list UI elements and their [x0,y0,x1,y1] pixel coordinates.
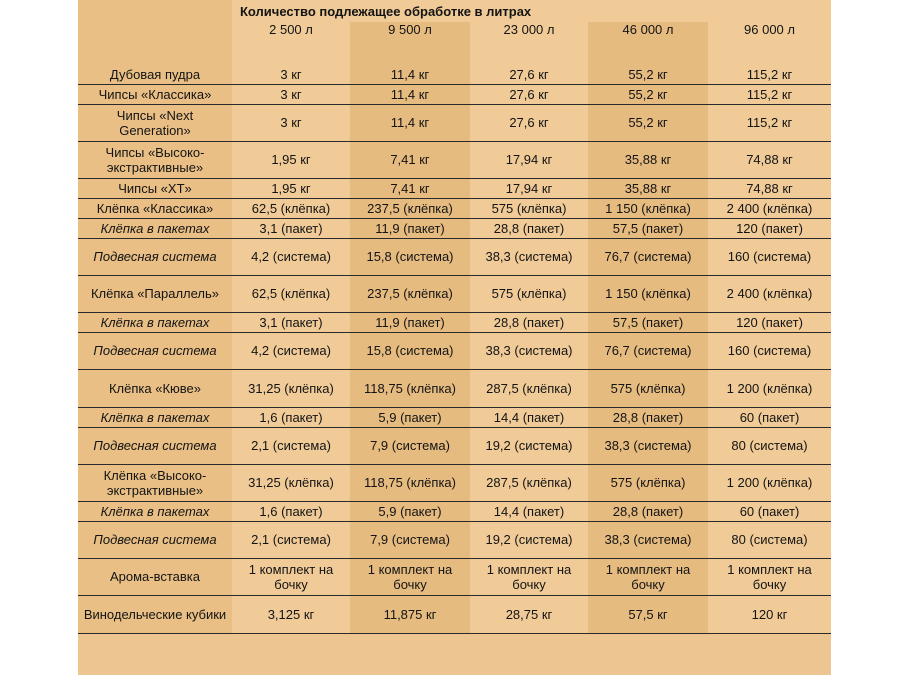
table-cell: 17,94 кг [470,142,588,179]
table-row [78,199,831,219]
table-cell: 160 (система) [708,239,831,276]
table-cell: 19,2 (система) [470,522,588,559]
table-cell: 237,5 (клёпка) [350,199,470,219]
table-cell: 11,4 кг [350,105,470,142]
row-label: Клёпка «Высоко-экстрактивные» [78,465,232,502]
table-cell: 57,5 кг [588,596,708,634]
volume-header: 46 000 л [588,22,708,40]
table-cell: 1,95 кг [232,179,350,199]
table-cell: 2,1 (система) [232,428,350,465]
table-row [78,85,831,105]
table-title: Количество подлежащее обработке в литрах [232,0,831,22]
table-cell: 1 комплект на бочку [232,559,350,596]
volume-header: 96 000 л [708,22,831,40]
table-row [78,408,831,428]
table-cell: 4,2 (система) [232,333,350,370]
table-cell: 62,5 (клёпка) [232,199,350,219]
row-label: Чипсы «Next Generation» [78,105,232,142]
table-cell: 118,75 (клёпка) [350,465,470,502]
table-row [78,559,831,596]
table-cell: 31,25 (клёпка) [232,465,350,502]
table-cell: 11,4 кг [350,85,470,105]
table-cell: 1 комплект на бочку [588,559,708,596]
row-label: Клёпка в пакетах [78,313,232,333]
table-row [78,333,831,370]
header-spacer-cell [708,40,831,65]
table-row [78,65,831,85]
table-cell: 31,25 (клёпка) [232,370,350,408]
table-cell: 62,5 (клёпка) [232,276,350,313]
table-cell: 14,4 (пакет) [470,502,588,522]
row-label: Подвесная система [78,239,232,276]
table-cell: 115,2 кг [708,105,831,142]
table-cell: 55,2 кг [588,105,708,142]
header-spacer-cell [232,40,350,65]
table-cell: 118,75 (клёпка) [350,370,470,408]
table-cell: 11,9 (пакет) [350,313,470,333]
table-cell: 38,3 (система) [588,428,708,465]
table-header-title-row [78,0,831,22]
table-cell: 575 (клёпка) [588,465,708,502]
table-cell: 3,125 кг [232,596,350,634]
table-cell: 1 200 (клёпка) [708,465,831,502]
table-cell: 287,5 (клёпка) [470,370,588,408]
table-cell: 14,4 (пакет) [470,408,588,428]
table-cell: 160 (система) [708,333,831,370]
table-cell: 4,2 (система) [232,239,350,276]
table-cell: 3 кг [232,85,350,105]
row-label: Клёпка «Параллель» [78,276,232,313]
row-label: Клёпка в пакетах [78,502,232,522]
table-cell: 38,3 (система) [470,333,588,370]
table-cell: 1 комплект на бочку [470,559,588,596]
table-cell: 120 (пакет) [708,313,831,333]
table-cell: 575 (клёпка) [470,276,588,313]
table-cell: 115,2 кг [708,65,831,85]
table-header-volume-row [78,22,831,40]
table-cell: 28,75 кг [470,596,588,634]
table-row [78,596,831,634]
table-cell: 27,6 кг [470,105,588,142]
table-cell: 1 200 (клёпка) [708,370,831,408]
table-row [78,239,831,276]
table-cell: 7,9 (система) [350,428,470,465]
header-spacer-cell [470,40,588,65]
table-row [78,105,831,142]
table-cell: 35,88 кг [588,179,708,199]
row-label: Дубовая пудра [78,65,232,85]
row-label: Чипсы «Классика» [78,85,232,105]
table-cell: 28,8 (пакет) [470,313,588,333]
table-cell: 38,3 (система) [588,522,708,559]
table-cell: 15,8 (система) [350,239,470,276]
table-cell: 7,41 кг [350,179,470,199]
table-row [78,428,831,465]
table-cell: 55,2 кг [588,85,708,105]
row-label: Клёпка в пакетах [78,408,232,428]
table-cell: 27,6 кг [470,65,588,85]
table-cell: 15,8 (система) [350,333,470,370]
table-cell: 237,5 (клёпка) [350,276,470,313]
table-row [78,313,831,333]
table-row [78,142,831,179]
table-cell: 55,2 кг [588,65,708,85]
table-cell: 19,2 (система) [470,428,588,465]
table-row [78,502,831,522]
table-cell: 1 комплект на бочку [708,559,831,596]
table-cell: 5,9 (пакет) [350,408,470,428]
table-cell: 3,1 (пакет) [232,313,350,333]
table-cell: 11,875 кг [350,596,470,634]
dosage-table [78,0,831,634]
row-label: Чипсы «Высоко-экстрактивные» [78,142,232,179]
header-corner-cell [78,0,232,22]
table-cell: 3,1 (пакет) [232,219,350,239]
table-cell: 60 (пакет) [708,502,831,522]
row-label: Чипсы «XT» [78,179,232,199]
volume-header: 9 500 л [350,22,470,40]
table-row [78,219,831,239]
row-label: Арома-вставка [78,559,232,596]
table-row [78,370,831,408]
header-spacer-cell [588,40,708,65]
table-cell: 120 (пакет) [708,219,831,239]
table-cell: 74,88 кг [708,179,831,199]
table-cell: 28,8 (пакет) [588,408,708,428]
table-cell: 57,5 (пакет) [588,313,708,333]
table-cell: 1 комплект на бочку [350,559,470,596]
table-cell: 1,6 (пакет) [232,408,350,428]
table-cell: 3 кг [232,65,350,85]
table-cell: 76,7 (система) [588,333,708,370]
table-cell: 1 150 (клёпка) [588,276,708,313]
table-cell: 575 (клёпка) [588,370,708,408]
table-cell: 74,88 кг [708,142,831,179]
table-row [78,179,831,199]
table-cell: 11,9 (пакет) [350,219,470,239]
table-cell: 7,41 кг [350,142,470,179]
table-cell: 80 (система) [708,428,831,465]
table-cell: 35,88 кг [588,142,708,179]
row-label: Подвесная система [78,333,232,370]
table-cell: 3 кг [232,105,350,142]
row-label: Клёпка в пакетах [78,219,232,239]
table-cell: 28,8 (пакет) [470,219,588,239]
table-cell: 2 400 (клёпка) [708,199,831,219]
table-row [78,465,831,502]
table-cell: 120 кг [708,596,831,634]
table-header-spacer-row [78,40,831,65]
row-label: Винодельческие кубики [78,596,232,634]
table-cell: 57,5 (пакет) [588,219,708,239]
row-label: Подвесная система [78,522,232,559]
table-cell: 575 (клёпка) [470,199,588,219]
row-label: Подвесная система [78,428,232,465]
table-cell: 1,6 (пакет) [232,502,350,522]
header-spacer-cell [350,40,470,65]
row-label: Клёпка «Классика» [78,199,232,219]
table-cell: 1,95 кг [232,142,350,179]
table-cell: 28,8 (пакет) [588,502,708,522]
table-row [78,522,831,559]
table-cell: 115,2 кг [708,85,831,105]
table-cell: 1 150 (клёпка) [588,199,708,219]
table-cell: 60 (пакет) [708,408,831,428]
table-cell: 2 400 (клёпка) [708,276,831,313]
table-cell: 38,3 (система) [470,239,588,276]
header-corner-cell [78,40,232,65]
table-row [78,276,831,313]
table-cell: 11,4 кг [350,65,470,85]
row-label: Клёпка «Кюве» [78,370,232,408]
header-corner-cell [78,22,232,40]
table-cell: 287,5 (клёпка) [470,465,588,502]
table-cell: 80 (система) [708,522,831,559]
table-cell: 17,94 кг [470,179,588,199]
table-cell: 5,9 (пакет) [350,502,470,522]
table-cell: 7,9 (система) [350,522,470,559]
volume-header: 23 000 л [470,22,588,40]
table-cell: 76,7 (система) [588,239,708,276]
volume-header: 2 500 л [232,22,350,40]
table-cell: 27,6 кг [470,85,588,105]
table-cell: 2,1 (система) [232,522,350,559]
